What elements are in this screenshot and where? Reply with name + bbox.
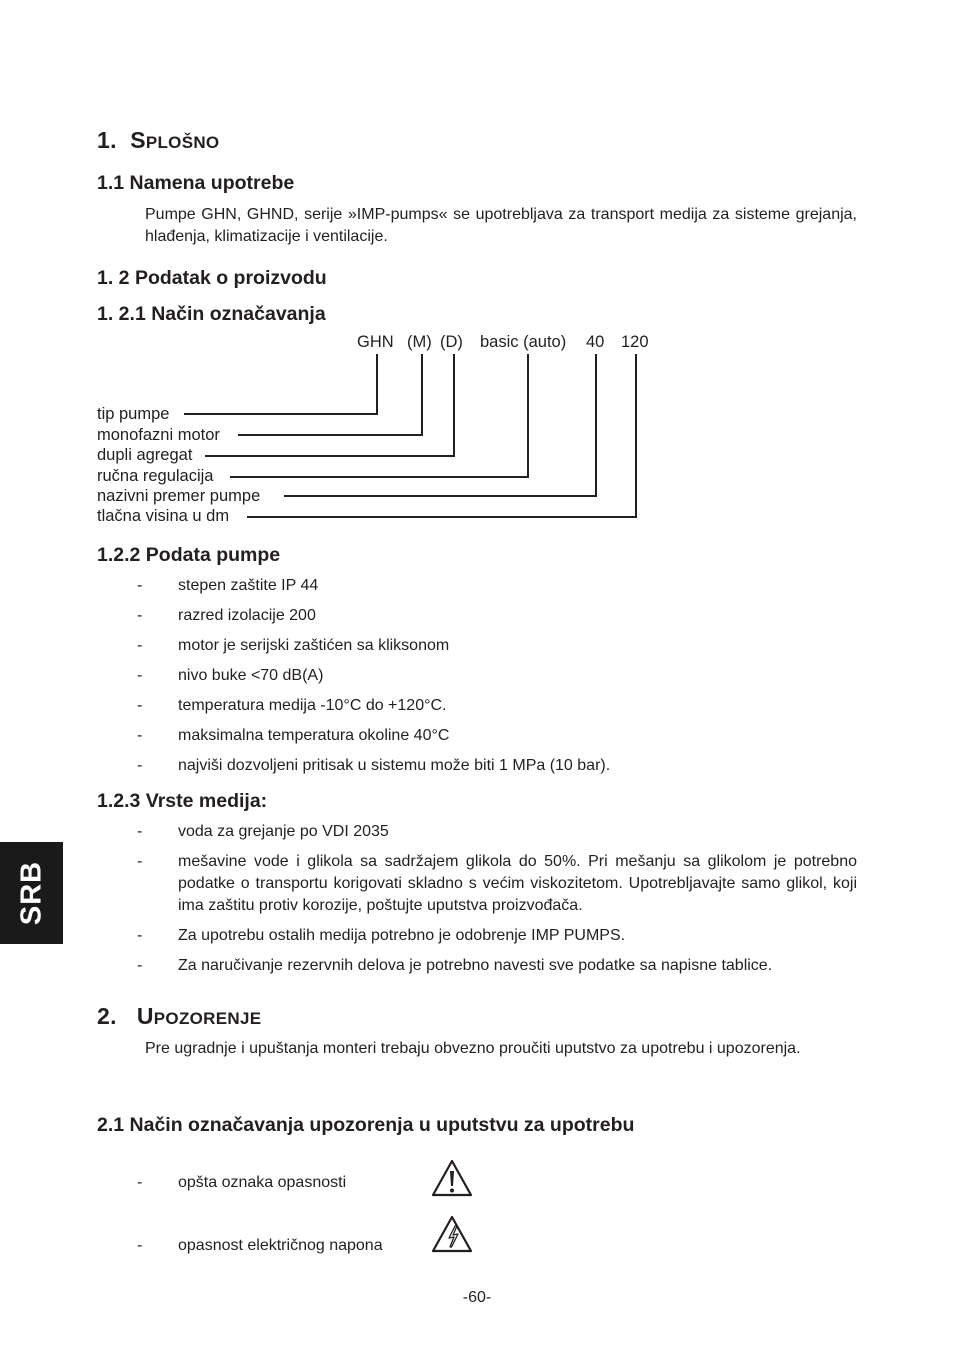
label-rucna-regulacija: ručna regulacija — [97, 467, 214, 485]
bullet-dash: - — [137, 957, 143, 974]
label-dupli-agregat: dupli agregat — [97, 446, 193, 464]
heading-1-1: 1.1 Namena upotrebe — [97, 172, 295, 194]
list-item: maksimalna temperatura okoline 40°C — [178, 727, 450, 744]
language-tab — [0, 842, 63, 944]
bullet-dash: - — [137, 697, 143, 714]
label-tip-pumpe: tip pumpe — [97, 405, 170, 423]
list-item: Za upotrebu ostalih medija potrebno je odobrenje IMP PUMPS. — [178, 927, 626, 944]
section-2-title-rest: POZORENJE — [153, 1009, 262, 1028]
list-item: temperatura medija -10°C do +120°C. — [178, 697, 447, 714]
list-item: mešavine vode i glikola sa sadržajem glikola do 50%. Pri mešanju sa glikolom je potrebno podatke o transportu korigovati skladno s većim viskozitetom. Upotrebljavajte samo glikol, koji ima zaštitu protiv korozije, poštujte uputstva proizvođača. — [178, 853, 857, 914]
code-d: (D) — [440, 333, 463, 351]
bullet-dash: - — [137, 927, 143, 944]
bullet-dash: - — [137, 607, 143, 624]
electric-hazard-icon — [430, 1214, 474, 1254]
bullet-dash: - — [137, 1237, 143, 1254]
list-item: Za naručivanje rezervnih delova je potrebno navesti sve podatke sa napisne tablice. — [178, 957, 773, 974]
list-item: najviši dozvoljeni pritisak u sistemu može biti 1 MPa (10 bar). — [178, 757, 611, 774]
bullet-dash: - — [137, 757, 143, 774]
bullet-dash: - — [137, 667, 143, 684]
list-item: voda za grejanje po VDI 2035 — [178, 823, 389, 840]
heading-1-2: 1. 2 Podatak o proizvodu — [97, 267, 327, 289]
section-1-title-initial: S — [130, 127, 146, 153]
code-120: 120 — [621, 333, 649, 351]
section-2-title-initial: U — [136, 1003, 154, 1029]
section-1-number: 1. — [97, 127, 117, 153]
list-item: nivo buke <70 dB(A) — [178, 667, 324, 684]
bullet-dash: - — [137, 823, 143, 840]
label-monofazni-motor: monofazni motor — [97, 426, 220, 444]
list-item: motor je serijski zaštićen sa kliksonom — [178, 637, 450, 654]
bullet-dash: - — [137, 637, 143, 654]
list-item: opasnost električnog napona — [178, 1237, 383, 1254]
section-2-heading — [97, 1003, 261, 1030]
list-item: stepen zaštite IP 44 — [178, 577, 319, 594]
code-40: 40 — [586, 333, 605, 351]
section-2-number: 2. — [97, 1003, 117, 1029]
list-item: razred izolacije 200 — [178, 607, 316, 624]
bullet-dash: - — [137, 1174, 143, 1191]
language-tab-label: SRB — [15, 860, 47, 926]
heading-2-1: 2.1 Način označavanja upozorenja u uputstvu za upotrebu — [97, 1114, 635, 1136]
section-1-title-rest: PLOŠNO — [145, 133, 220, 152]
bullet-dash: - — [137, 727, 143, 744]
code-basic-auto: basic (auto) — [480, 333, 567, 351]
label-nazivni-premer: nazivni premer pumpe — [97, 487, 261, 505]
page-number: -60- — [462, 1289, 492, 1306]
code-ghn: GHN — [357, 333, 394, 351]
label-tlacna-visina: tlačna visina u dm — [97, 507, 230, 525]
code-m: (M) — [407, 333, 432, 351]
heading-1-2-2: 1.2.2 Podata pumpe — [97, 544, 281, 566]
heading-1-2-1: 1. 2.1 Način označavanja — [97, 303, 326, 325]
paragraph-1-1: Pumpe GHN, GHND, serije »IMP-pumps« se upotrebljava za transport medija za sisteme grejanja, hlađenja, klimatizacije i ventilacije. — [145, 206, 857, 245]
bullet-dash: - — [137, 853, 143, 870]
list-item: opšta oznaka opasnosti — [178, 1174, 347, 1191]
heading-1-2-3: 1.2.3 Vrste medija: — [97, 790, 268, 812]
paragraph-2: Pre ugradnje i upuštanja monteri trebaju obvezno proučiti uputstvo za upotrebu i upozorenja. — [145, 1040, 801, 1057]
bullet-dash: - — [137, 577, 143, 594]
warning-triangle-icon — [430, 1158, 474, 1198]
